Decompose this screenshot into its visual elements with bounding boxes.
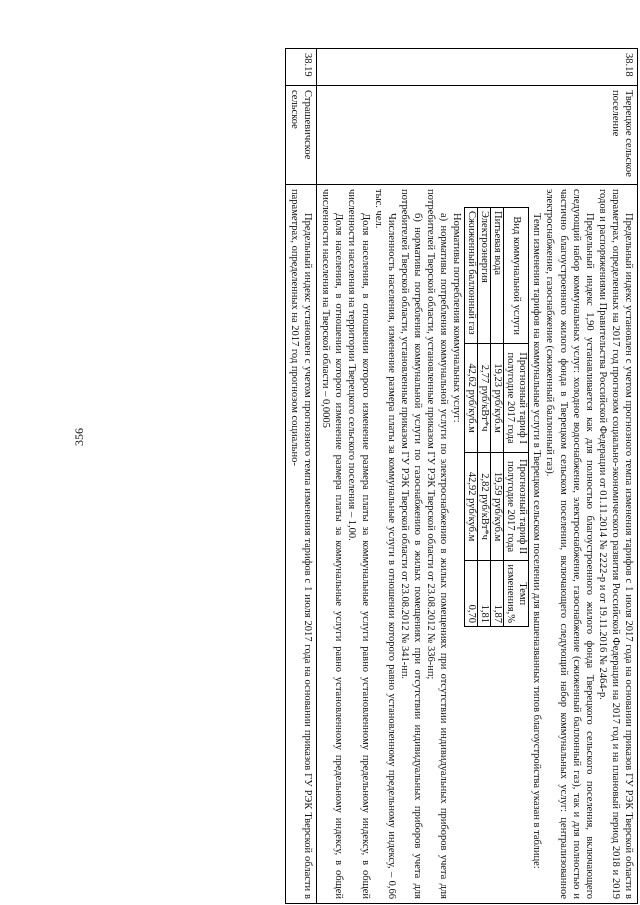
table-row xyxy=(317,49,638,904)
settlement-description xyxy=(286,185,317,904)
paragraph: Доля населения, в отношении которого изменение размера платы за коммунальные услуги равно установленному предельному индексу, в общей численности населения на территории Тверецкого сельского поселения – 1,00. xyxy=(346,189,371,899)
paragraph: Предельный индекс установлен с учетом прогнозного темпа изменения тарифов с 1 июля 2017 года на основании приказов ГУ РЭК Тверской области в параметрах, определенных на 2017 год прогнозом социально- xyxy=(289,189,314,899)
change-rate: 0,70 xyxy=(465,561,478,627)
paragraph: Численность населения, изменение размера платы за коммунальные услуги в отношении которого равно установленному предельному индексу, – 0,66 тыс. чел. xyxy=(372,189,397,899)
paragraph: Предельный индекс 1,90 устанавливается как для полностью благоустроенного жилого фонда Тверецкого сельского поселения, включающего следующий набор коммунальных услуг: холодное водоснабжение, электроснабжение, газоснабжение (сжиженный баллонный газ), так и для полностью и частично благоустроенного жилого фонда в Тверецком сельском поселении, включающего следующий набор коммунальных услуг: централизованное электроснабжение, газоснабжение (сжиженный баллонный газ). xyxy=(544,189,595,899)
table-row xyxy=(286,49,317,904)
paragraph: а) нормативы потребления коммунальной услуги по электроснабжению в жилых помещениях при отсутствии индивидуальных приборов учета для потребителей Тверской области, установленные приказом ГУ РЭК Тверской области от 23.08.2012 № 336-нп; xyxy=(425,189,450,899)
paragraph: б) нормативы потребления коммунальной услуги по газоснабжению в жилых помещениях при отсутствии индивидуальных приборов учета для потребителей Тверской области, установленные приказом ГУ РЭК Тверской области от 23.08.2012 № 341-нп. xyxy=(398,189,423,899)
column-header: Прогнозный тариф II полугодие 2017 года xyxy=(504,452,529,561)
service-name: Сжиженный баллонный газ xyxy=(465,208,478,344)
tariff-h2: 42,92 руб/куб.м xyxy=(465,452,478,561)
change-rate: 1,87 xyxy=(491,561,504,627)
paragraph: Нормативы потребления коммунальных услуг: xyxy=(451,213,463,423)
column-header: Вид коммунальной услуги xyxy=(504,208,529,344)
tariff-h1: 42,62 руб/куб.м xyxy=(465,344,478,453)
settlements-table xyxy=(285,48,638,904)
column-header: Прогнозный тариф I полугодие 2017 года xyxy=(504,344,529,453)
column-header: Темп изменения,% xyxy=(504,561,529,627)
tariff-table-header xyxy=(504,208,529,627)
settlement-name: Тверецкое сельское поселение xyxy=(317,86,638,185)
tariff-h1: 19,23 руб/куб.м xyxy=(491,344,504,453)
page-number: 356 xyxy=(72,428,86,446)
tariff-row xyxy=(491,208,504,627)
paragraph: Доля населения, в отношении которого изменение размера платы за коммунальные услуги равно установленному предельному индексу, в общей численности населения на Тверской области – 0,0005 xyxy=(320,189,345,899)
settlement-description xyxy=(317,185,638,904)
service-name: Электроэнергия xyxy=(478,208,491,344)
row-number: 38.19 xyxy=(286,49,317,86)
tariff-h1: 2,77 руб/кВт*ч xyxy=(478,344,491,453)
change-rate: 1,81 xyxy=(478,561,491,627)
paragraph: Темп изменения тарифов на коммунальные услуги в Тверецком сельском поселении для вышеназванных типов благоустройства указан в таблице: xyxy=(531,213,543,869)
tariff-h2: 19,59 руб/куб.м xyxy=(491,452,504,561)
tariff-row xyxy=(478,208,491,627)
rotated-page-content xyxy=(90,48,638,904)
tariff-h2: 2,82 руб/кВт*ч xyxy=(478,452,491,561)
service-name: Питьевая вода xyxy=(491,208,504,344)
paragraph: Предельный индекс установлен с учетом прогнозного темпа изменения тарифов с 1 июля 2017 года на основании приказов ГУ РЭК Тверской области в параметрах, определенных на 2017 год прогнозом социально-экономического развития Российской Федерации на 2017 год и на плановый период 2018 и 2019 годов и распоряжениями Правительства Российской Федерации от 01.11.2014 № 2222-р и от 19.11.2016 № 2464-р. xyxy=(596,189,634,899)
row-number: 38.18 xyxy=(317,49,638,86)
settlement-name: Страшевичское сельское xyxy=(286,86,317,185)
tariff-table xyxy=(464,207,529,627)
tariff-row xyxy=(465,208,478,627)
